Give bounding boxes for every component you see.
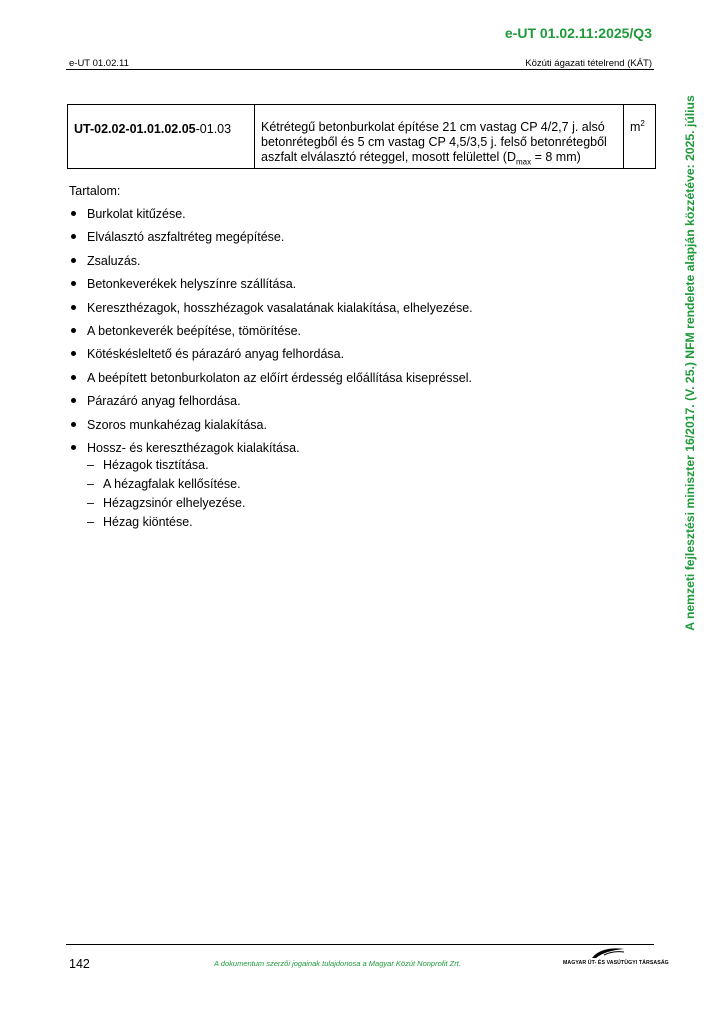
item-code (68, 105, 255, 169)
item-table (67, 104, 656, 169)
item-description-text: Kétrétegű betonburkolat építése 21 cm vastag CP 4/2,7 j. alsó betonrétegből és 5 cm vastag CP 4,5/3,5 j. felső betonrétegből aszfalt elválasztó réteggel, mosott felülettel (D (261, 120, 607, 164)
list-item-text: Párazáró anyag felhordása. (87, 394, 241, 409)
sub-list-item (87, 494, 659, 513)
list-item (69, 440, 659, 532)
sub-list (87, 456, 659, 532)
bullet-icon (71, 328, 76, 333)
bullet-icon (71, 258, 76, 263)
unit-base: m (630, 120, 641, 134)
header-right: Közúti ágazati tételrend (KÁT) (525, 58, 652, 69)
item-unit (624, 105, 656, 169)
item-code-bold: UT-02.02-01.01.02.05 (74, 122, 196, 136)
page-number: 142 (69, 957, 90, 971)
unit-superscript: 2 (640, 118, 645, 128)
list-item-text: Elválasztó aszfaltréteg megépítése. (87, 230, 285, 245)
content-bullet-list (69, 206, 659, 532)
list-item (69, 300, 659, 323)
list-item (69, 253, 659, 276)
list-item (69, 323, 659, 346)
copyright-notice: A dokumentum szerzői jogainak tulajdonosa a Magyar Közút Nonprofit Zrt. (214, 959, 461, 968)
sub-list-item (87, 475, 659, 494)
dash-icon: – (87, 514, 94, 529)
list-item (69, 393, 659, 416)
footer-divider (66, 944, 654, 945)
society-logo (560, 946, 669, 970)
list-item-text: Burkolat kitűzése. (87, 207, 186, 221)
bullet-icon (71, 234, 76, 239)
sub-list-item (87, 513, 659, 532)
sub-list-item-text: Hézagok tisztítása. (103, 457, 209, 472)
list-item-text: Zsaluzás. (87, 253, 141, 268)
list-item (69, 206, 659, 229)
dash-icon: – (87, 457, 94, 472)
list-item-text: Kötéskésleltető és párazáró anyag felhordása. (87, 347, 345, 362)
side-note (683, 95, 697, 631)
item-description-subscript: max (515, 157, 532, 167)
sub-list-item-text: Hézag kiöntése. (103, 514, 193, 529)
content-title: Tartalom: (69, 184, 121, 198)
sub-list-item-text: Hézagzsinór elhelyezése. (103, 495, 246, 510)
table-row (68, 105, 656, 169)
list-item (69, 276, 659, 299)
item-description (255, 105, 624, 169)
list-item-text: A betonkeverék beépítése, tömörítése. (87, 323, 302, 338)
list-item-text: Hossz- és kereszthézagok kialakítása. (87, 440, 300, 455)
content-section (69, 183, 659, 532)
bullet-icon (71, 398, 76, 403)
dash-icon: – (87, 495, 94, 510)
header-left: e-UT 01.02.11 (69, 58, 129, 69)
bullet-icon (71, 351, 76, 356)
bullet-icon (71, 445, 76, 450)
bullet-icon (71, 281, 76, 286)
list-item (69, 229, 659, 252)
item-code-suffix: -01.03 (195, 122, 232, 136)
list-item-text: A beépített betonburkolaton az előírt érdesség előállítása kisepréssel. (87, 370, 472, 385)
logo-text: MAGYAR ÚT- ÉS VASÚTÜGYI TÁRSASÁG (563, 960, 669, 966)
dash-icon: – (87, 476, 94, 491)
bullet-icon (71, 422, 76, 427)
sub-list-item (87, 456, 659, 475)
bullet-icon (71, 211, 76, 216)
list-item-text: Szoros munkahézag kialakítása. (87, 417, 267, 432)
list-item-text: Kereszthézagok, hosszhézagok vasalatának kialakítása, elhelyezése. (87, 300, 473, 315)
sub-list-item-text: A hézagfalak kellősítése. (103, 476, 241, 491)
document-code: e-UT 01.02.11:2025/Q3 (504, 25, 652, 41)
header-divider (66, 69, 654, 70)
side-note-text: A nemzeti fejlesztési miniszter 16/2017. (V. 25.) NFM rendelete alapján közzétéve: 2025. július (683, 95, 697, 631)
bullet-icon (71, 375, 76, 380)
bullet-icon (71, 305, 76, 310)
list-item (69, 370, 659, 393)
road-logo-icon (590, 946, 626, 960)
list-item-text: Betonkeverékek helyszínre szállítása. (87, 277, 297, 292)
item-description-end: = 8 mm) (531, 150, 581, 164)
list-item (69, 417, 659, 440)
list-item (69, 346, 659, 369)
